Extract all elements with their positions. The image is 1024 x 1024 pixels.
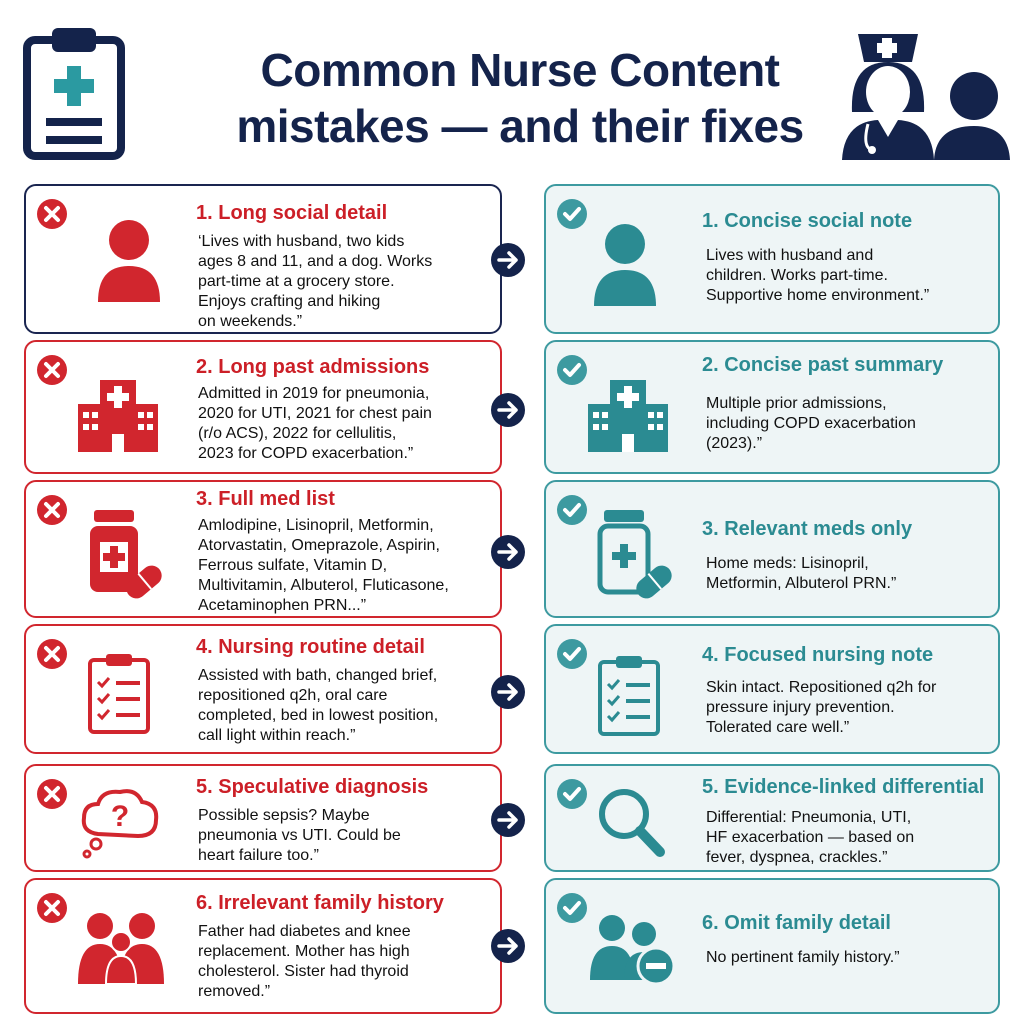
text-line: Atorvastatin, Omeprazole, Aspirin,: [198, 537, 440, 554]
text-line: ages 8 and 11, and a dog. Works: [198, 253, 433, 270]
mistake-text: [198, 516, 498, 616]
hospital-icon: [586, 378, 670, 452]
checklist-icon: [596, 652, 662, 738]
mistake-title: 5. Speculative diagnosis: [196, 776, 429, 798]
text-line: Supportive home environment.”: [706, 287, 930, 304]
fix-title: 3. Relevant meds only: [702, 518, 913, 540]
text-line: pressure injury prevention.: [706, 699, 895, 716]
check-mark-icon: [556, 354, 588, 386]
text-line: children. Works part-time.: [706, 267, 888, 284]
mistake-card-6: [24, 878, 502, 1014]
mistake-title: 2. Long past admissions: [196, 356, 430, 378]
check-mark-icon: [556, 198, 588, 230]
checklist-icon: [86, 650, 152, 736]
fix-text: [706, 394, 996, 454]
clipboard-medical-icon: [22, 22, 126, 162]
mistake-text: [198, 384, 498, 464]
text-line: Multiple prior admissions,: [706, 395, 887, 412]
text-line: including COPD exacerbation: [706, 415, 916, 432]
text-line: 2023 for COPD exacerbation.”: [198, 445, 414, 462]
text-line: Differential: Pneumonia, UTI,: [706, 809, 912, 826]
text-line: Tolerated care well.”: [706, 719, 850, 736]
mistake-card-3: [24, 480, 502, 618]
text-line: Amlodipine, Lisinopril, Metformin,: [198, 517, 434, 534]
hospital-icon: [76, 378, 160, 452]
text-line: Admitted in 2019 for pneumonia,: [198, 385, 430, 402]
mistake-card-2: [24, 340, 502, 474]
check-mark-icon: [556, 638, 588, 670]
fix-text: [706, 678, 996, 738]
x-mark-icon: [36, 638, 68, 670]
fix-card-6: [544, 878, 1000, 1014]
text-line: Multivitamin, Albuterol, Fluticasone,: [198, 577, 449, 594]
fix-card-1: [544, 184, 1000, 334]
fix-card-4: [544, 624, 1000, 754]
text-line: replacement. Mother has high: [198, 943, 410, 960]
person-icon: [96, 216, 162, 302]
magnifier-icon: [596, 786, 666, 858]
x-mark-icon: [36, 494, 68, 526]
x-mark-icon: [36, 892, 68, 924]
text-line: pneumonia vs UTI. Could be: [198, 827, 401, 844]
text-line: ‘Lives with husband, two kids: [198, 233, 405, 250]
person-icon: [592, 220, 658, 306]
family-icon: [76, 908, 166, 984]
fix-card-2: [544, 340, 1000, 474]
fix-text: [706, 948, 996, 968]
family-minus-icon: [588, 910, 678, 986]
x-mark-icon: [36, 778, 68, 810]
text-line: repositioned q2h, oral care: [198, 687, 388, 704]
text-line: completed, bed in lowest position,: [198, 707, 439, 724]
text-line: No pertinent family history.”: [706, 949, 900, 966]
fix-text: [706, 246, 996, 306]
arrow-right-icon: [490, 534, 526, 570]
mistake-text: [198, 806, 498, 866]
arrow-right-icon: [490, 242, 526, 278]
text-line: on weekends.”: [198, 313, 303, 330]
check-mark-icon: [556, 892, 588, 924]
text-line: 2020 for UTI, 2021 for chest pain: [198, 405, 432, 422]
text-line: part-time at a grocery store.: [198, 273, 395, 290]
mistake-text: [198, 232, 498, 332]
text-line: call light within reach.”: [198, 727, 356, 744]
check-mark-icon: [556, 494, 588, 526]
text-line: cholesterol. Sister had thyroid: [198, 963, 409, 980]
text-line: HF exacerbation — based on: [706, 829, 915, 846]
text-line: Ferrous sulfate, Vitamin D,: [198, 557, 388, 574]
fix-title: 2. Concise past summary: [702, 354, 944, 376]
medicine-bottle-icon: [86, 506, 166, 602]
text-line: (2023).”: [706, 435, 763, 452]
text-line: Metformin, Albuterol PRN.”: [706, 575, 897, 592]
arrow-right-icon: [490, 674, 526, 710]
mistake-text: [198, 922, 498, 1002]
fix-title: 6. Omit family detail: [702, 912, 891, 934]
text-line: Skin intact. Repositioned q2h for: [706, 679, 937, 696]
mistake-title: 3. Full med list: [196, 488, 335, 510]
text-line: removed.”: [198, 983, 271, 1000]
text-line: fever, dyspnea, crackles.”: [706, 849, 888, 866]
fix-title: 4. Focused nursing note: [702, 644, 934, 666]
mistake-title: 1. Long social detail: [196, 202, 388, 224]
mistake-card-1: [24, 184, 502, 334]
x-mark-icon: [36, 354, 68, 386]
fix-card-5: [544, 764, 1000, 872]
arrow-right-icon: [490, 928, 526, 964]
text-line: Acetaminophen PRN...”: [198, 597, 367, 614]
text-line: (r/o ACS), 2022 for cellulitis,: [198, 425, 397, 442]
thought-question-icon: [78, 784, 164, 860]
mistake-title: 6. Irrelevant family history: [196, 892, 444, 914]
text-line: Enjoys crafting and hiking: [198, 293, 381, 310]
title-line-1: Common Nurse Content: [260, 44, 780, 96]
nurse-and-patient-icon: [838, 22, 1010, 162]
mistake-text: [198, 666, 498, 746]
arrow-right-icon: [490, 392, 526, 428]
fix-text: [706, 554, 996, 594]
arrow-right-icon: [490, 802, 526, 838]
page-title: [170, 42, 870, 154]
text-line: heart failure too.”: [198, 847, 319, 864]
fix-title: 1. Concise social note: [702, 210, 913, 232]
title-line-2: mistakes — and their fixes: [236, 100, 804, 152]
text-line: Assisted with bath, changed brief,: [198, 667, 438, 684]
fix-title: 5. Evidence-linked differential: [702, 776, 985, 798]
medicine-bottle-icon: [596, 506, 676, 602]
text-line: Father had diabetes and knee: [198, 923, 411, 940]
text-line: Lives with husband and: [706, 247, 874, 264]
fix-text: [706, 808, 996, 868]
mistake-title: 4. Nursing routine detail: [196, 636, 425, 658]
fix-card-3: [544, 480, 1000, 618]
mistake-card-4: [24, 624, 502, 754]
text-line: Home meds: Lisinopril,: [706, 555, 869, 572]
x-mark-icon: [36, 198, 68, 230]
svg-text:?: ?: [110, 800, 130, 833]
mistake-card-5: [24, 764, 502, 872]
check-mark-icon: [556, 778, 588, 810]
text-line: Possible sepsis? Maybe: [198, 807, 370, 824]
